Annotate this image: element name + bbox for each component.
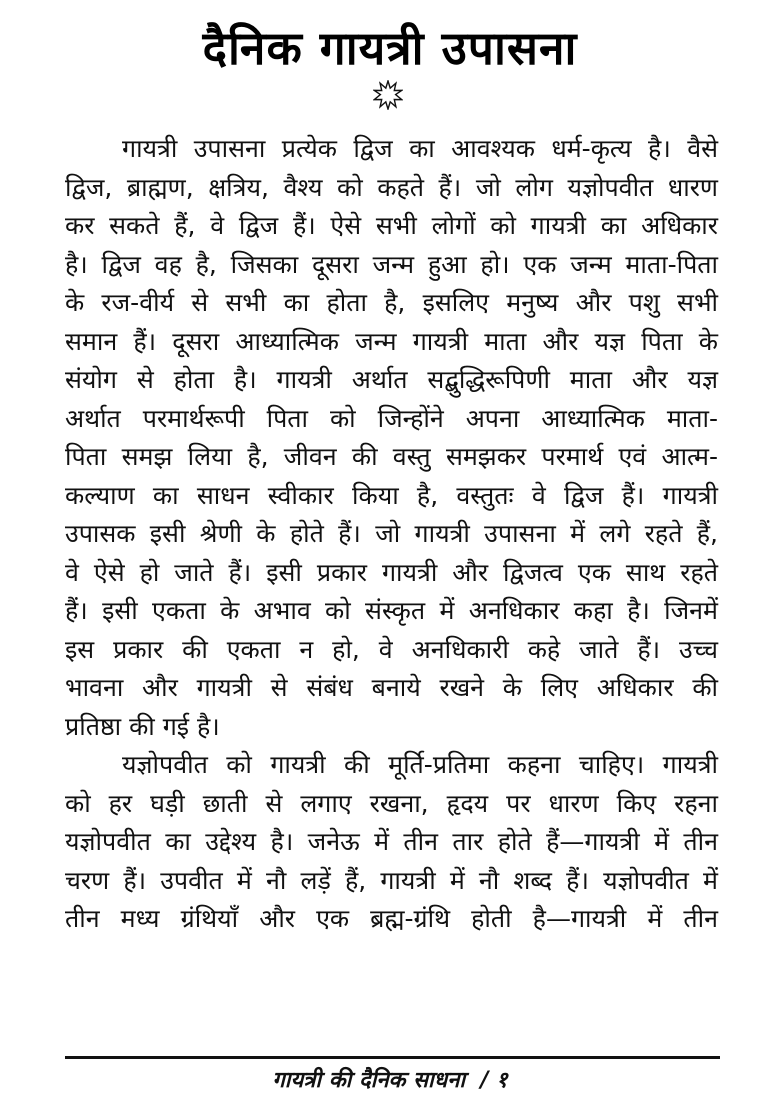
text-line: प्रतिष्ठा की गई है। — [65, 711, 220, 741]
text-line: है। द्विज वह है, जिसका दूसरा जन्म हुआ हो। एक जन्म माता-पिता — [65, 249, 718, 279]
text-line: हैं। इसी एकता के अभाव को संस्कृत में अनधिकार कहा है। जिनमें — [65, 596, 718, 625]
text-line: यज्ञोपवीत को गायत्री की मूर्ति-प्रतिमा कहना चाहिए। गायत्री — [122, 750, 718, 779]
body-text — [65, 130, 718, 939]
paragraph-1 — [65, 130, 718, 746]
text-line: गायत्री उपासना प्रत्येक द्विज का आवश्यक धर्म-कृत्य है। वैसे — [122, 134, 718, 163]
text-line: तीन मध्य ग्रंथियाँ और एक ब्रह्म-ग्रंथि होती है—गायत्री में तीन — [65, 904, 718, 933]
text-line: के रज-वीर्य से सभी का होता है, इसलिए मनुष्य और पशु सभी — [65, 288, 718, 317]
text-line: अर्थात परमार्थरूपी पिता को जिन्होंने अपना आध्यात्मिक माता- — [65, 403, 718, 433]
text-line: पिता समझ लिया है, जीवन की वस्तु समझकर परमार्थ एवं आत्म- — [65, 442, 718, 471]
page-title: दैनिक गायत्री उपासना — [202, 21, 578, 75]
text-line: वे ऐसे हो जाते हैं। इसी प्रकार गायत्री और द्विजत्व एक साथ रहते — [65, 557, 718, 587]
footer-book-title: गायत्री की दैनिक साधना — [272, 1068, 466, 1093]
text-line: द्विज, ब्राह्मण, क्षत्रिय, वैश्य को कहते हैं। जो लोग यज्ञोपवीत धारण — [65, 172, 718, 202]
starburst-icon — [373, 80, 403, 110]
text-line: चरण हैं। उपवीत में नौ लड़ें हैं, गायत्री में नौ शब्द हैं। यज्ञोपवीत में — [65, 865, 718, 895]
page-number: १ — [496, 1068, 508, 1093]
text-line: यज्ञोपवीत का उद्देश्य है। जनेऊ में तीन तार होते हैं—गायत्री में तीन — [65, 827, 718, 856]
text-line: संयोग से होता है। गायत्री अर्थात सद्बुद्धिरूपिणी माता और यज्ञ — [65, 365, 718, 394]
text-line: भावना और गायत्री से संबंध बनाये रखने के लिए अधिकार की — [65, 673, 718, 702]
footer-divider — [65, 1056, 720, 1059]
text-line: समान हैं। दूसरा आध्यात्मिक जन्म गायत्री माता और यज्ञ पिता के — [65, 326, 718, 356]
text-line: कल्याण का साधन स्वीकार किया है, वस्तुतः वे द्विज हैं। गायत्री — [65, 480, 718, 510]
footer-separator: / — [480, 1068, 489, 1093]
text-line: इस प्रकार की एकता न हो, वे अनधिकारी कहे जाते हैं। उच्च — [65, 634, 718, 664]
page-footer — [0, 1066, 780, 1096]
text-line: उपासक इसी श्रेणी के होते हैं। जो गायत्री उपासना में लगे रहते हैं, — [65, 519, 718, 548]
paragraph-2 — [65, 746, 718, 939]
text-line: कर सकते हैं, वे द्विज हैं। ऐसे सभी लोगों को गायत्री का अधिकार — [65, 211, 718, 240]
text-line: को हर घड़ी छाती से लगाए रखना, हृदय पर धारण किए रहना — [65, 788, 718, 818]
